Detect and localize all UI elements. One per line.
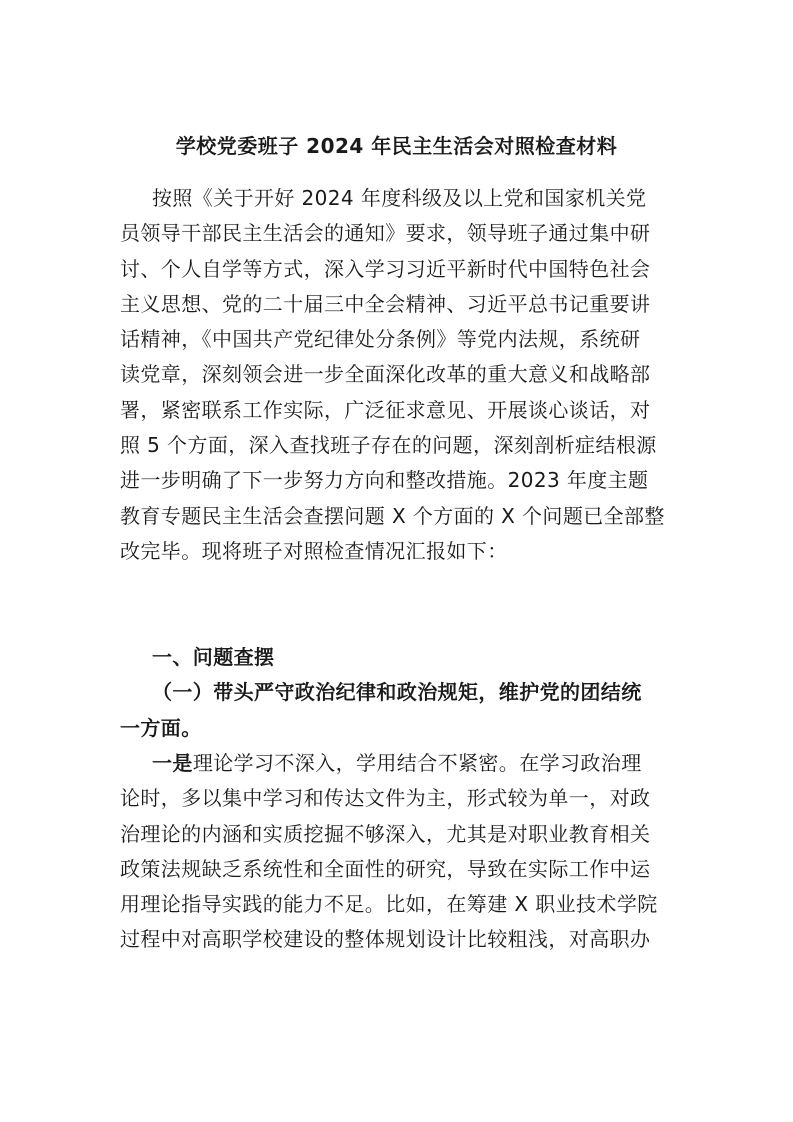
paragraph-line: 讨、个人自学等方式，深入学习习近平新时代中国特色社会 (120, 256, 651, 281)
intro-paragraph (120, 181, 680, 569)
point-paragraph (120, 746, 680, 958)
paragraph-line: 进一步明确了下一步努力方向和整改措施。2023 年度主题 (120, 468, 649, 493)
point-lead: 一是 (152, 751, 193, 775)
paragraph-line: 员领导干部民主生活会的通知》要求，领导班子通过集中研 (120, 221, 651, 246)
subsection-heading-line: （一）带头严守政治纪律和政治规矩，维护党的团结统 (152, 680, 642, 705)
section-heading-block (120, 640, 680, 746)
paragraph-line (120, 746, 680, 781)
paragraph-line: 教育专题民主生活会查摆问题 X 个方面的 X 个问题已全部整 (120, 503, 665, 528)
paragraph-line: 政策法规缺乏系统性和全面性的研究，导致在实际工作中运 (120, 856, 651, 881)
point-text: 理论学习不深入，学用结合不紧密。在学习政治理 (192, 751, 642, 775)
section-heading: 一、问题查摆 (152, 645, 275, 669)
paragraph-line: 用理论指导实践的能力不足。比如，在筹建 X 职业技术学院 (120, 892, 658, 917)
paragraph-line: 改完毕。现将班子对照检查情况汇报如下： (120, 538, 508, 563)
paragraph-line: 论时，多以集中学习和传达文件为主，形式较为单一，对政 (120, 786, 651, 811)
paragraph-line: 主义思想、党的二十届三中全会精神、习近平总书记重要讲 (120, 291, 651, 316)
paragraph-line: 照 5 个方面，深入查找班子存在的问题，深刻剖析症结根源 (120, 433, 657, 458)
paragraph-line: 按照《关于开好 2024 年度科级及以上党和国家机关党 (152, 186, 647, 210)
paragraph-line: 读党章，深刻领会进一步全面深化改革的重大意义和战略部 (120, 362, 651, 387)
paragraph-line: 署，紧密联系工作实际，广泛征求意见、开展谈心谈话，对 (120, 397, 651, 422)
paragraph-line: 过程中对高职学校建设的整体规划设计比较粗浅，对高职办 (120, 927, 651, 952)
subsection-heading-line: 一方面。 (120, 715, 202, 740)
paragraph-line: 治理论的内涵和实质挖掘不够深入，尤其是对职业教育相关 (120, 821, 651, 846)
paragraph-line: 话精神，《中国共产党纪律处分条例》等党内法规，系统研 (120, 327, 641, 352)
document-title: 学校党委班子 2024 年民主生活会对照检查材料 (175, 134, 618, 158)
